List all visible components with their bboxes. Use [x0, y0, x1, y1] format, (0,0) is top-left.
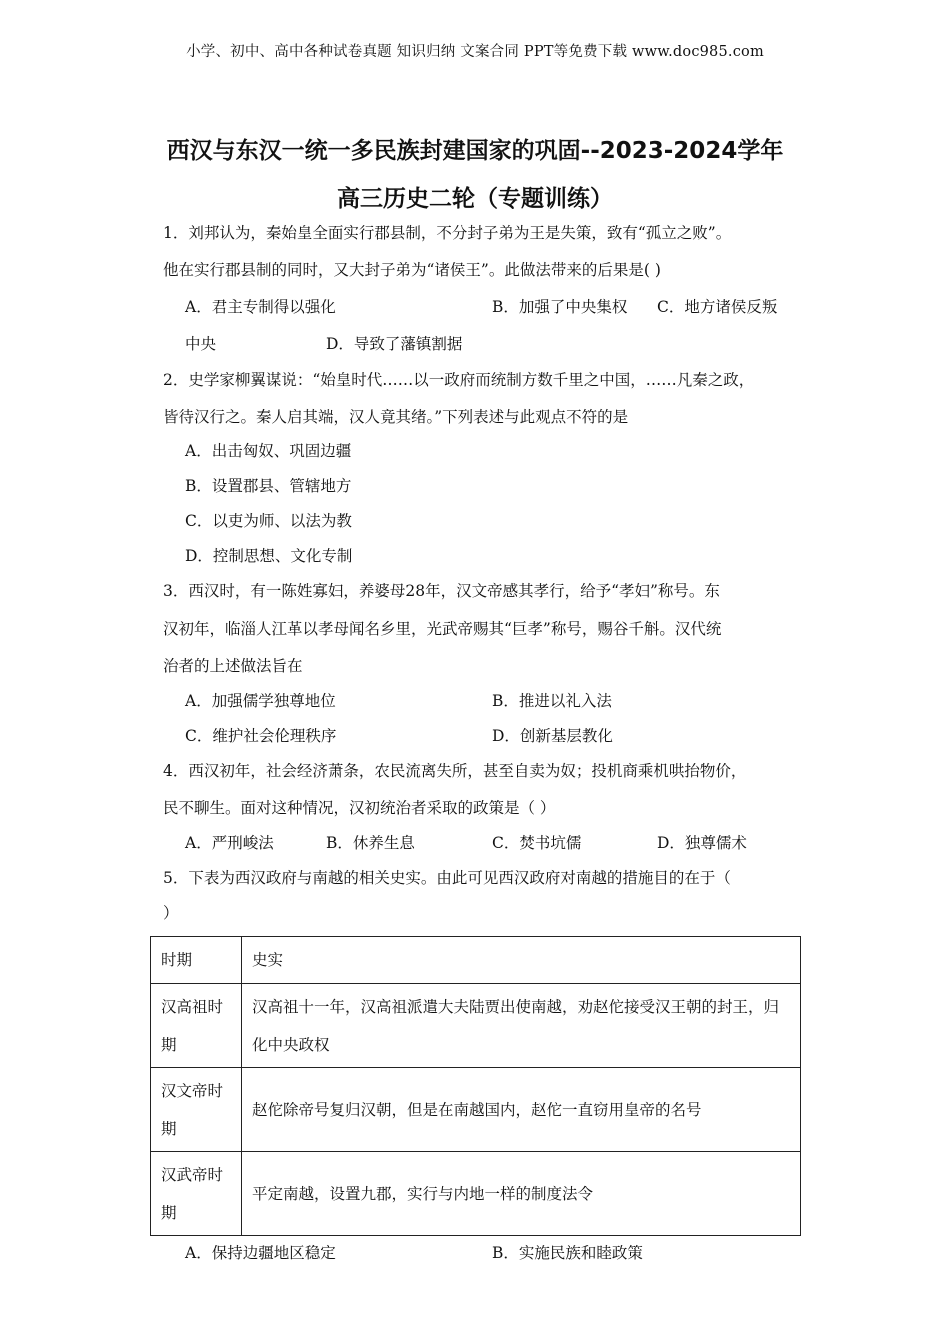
table-row — [151, 984, 801, 1068]
question-3-line-1: 3．西汉时，有一陈姓寡妇，养婆母28年，汉文帝感其孝行，给予“孝妇”称号。东 — [163, 582, 720, 600]
question-1-option-d: D．导致了藩镇割据 — [326, 335, 463, 353]
question-3-option-d: D．创新基层教化 — [492, 727, 613, 745]
question-2-line-1: 2．史学家柳翼谋说：“始皇时代……以一政府而统制方数千里之中国，……凡秦之政， — [163, 371, 755, 389]
question-1-line-2: 他在实行郡县制的同时，又大封子弟为“诸侯王”。此做法带来的后果是( ) — [163, 261, 661, 279]
question-3-option-a: A．加强儒学独尊地位 — [185, 692, 336, 710]
table-cell-text: 汉高祖十一年，汉高祖派遣大夫陆贾出使南越，劝赵佗接受汉王朝的封王，归化中央政权 — [252, 997, 780, 1054]
question-3-line-2: 汉初年，临淄人江革以孝母闻名乡里，光武帝赐其“巨孝”称号，赐谷千斛。汉代统 — [163, 620, 722, 638]
table-row — [151, 1152, 801, 1236]
question-5-option-a: A．保持边疆地区稳定 — [185, 1244, 336, 1262]
table-cell-period — [151, 1068, 242, 1152]
question-5-line-2: ） — [163, 904, 179, 922]
history-table — [150, 936, 801, 1236]
table-header-row — [151, 937, 801, 984]
question-4-option-c: C．焚书坑儒 — [492, 834, 582, 852]
question-2-option-a: A．出击匈奴、巩固边疆 — [185, 442, 352, 460]
table-cell-fact — [242, 984, 801, 1068]
question-2-option-d: D．控制思想、文化专制 — [185, 547, 353, 565]
table-row — [151, 1068, 801, 1152]
question-4-option-b: B．休养生息 — [326, 834, 415, 852]
title-line-1: 西汉与东汉一统一多民族封建国家的巩固--2023-2024学年 — [166, 138, 784, 164]
table-cell-text: 赵佗除帝号复归汉朝，但是在南越国内，赵佗一直窃用皇帝的名号 — [252, 1100, 702, 1119]
title-line-2: 高三历史二轮（专题训练） — [337, 186, 613, 212]
table-cell-text: 汉武帝时期 — [161, 1165, 224, 1222]
question-1-option-c-cont: 中央 — [185, 335, 217, 353]
table-cell-period — [151, 1152, 242, 1236]
table-cell-text: 汉高祖时期 — [161, 997, 224, 1054]
question-4-option-a: A．严刑峻法 — [185, 834, 274, 852]
question-2-option-b: B．设置郡县、管辖地方 — [185, 477, 352, 495]
question-5-line-1: 5．下表为西汉政府与南越的相关史实。由此可见西汉政府对南越的措施目的在于（ — [163, 869, 731, 887]
question-4-option-d: D．独尊儒术 — [657, 834, 747, 852]
question-2-line-2: 皆待汉行之。秦人启其端，汉人竟其绪。”下列表述与此观点不符的是 — [163, 408, 629, 426]
question-1-option-a: A．君主专制得以强化 — [185, 298, 336, 316]
question-4-line-1: 4．西汉初年，社会经济萧条，农民流离失所，甚至自卖为奴；投机商乘机哄抬物价， — [163, 762, 747, 780]
question-4-line-2: 民不聊生。面对这种情况，汉初统治者采取的政策是（ ） — [163, 799, 556, 817]
table-cell-period — [151, 984, 242, 1068]
question-1-option-c: C．地方诸侯反叛 — [657, 298, 778, 316]
table-header-cell: 时期 — [151, 937, 242, 984]
question-1-line-1: 1．刘邦认为，秦始皇全面实行郡县制，不分封子弟为王是失策，致有“孤立之败”。 — [163, 224, 732, 242]
question-3-option-b: B．推进以礼入法 — [492, 692, 612, 710]
table-cell-fact — [242, 1068, 801, 1152]
question-1-option-b: B．加强了中央集权 — [492, 298, 628, 316]
table-cell-fact — [242, 1152, 801, 1236]
question-2-option-c: C．以吏为师、以法为教 — [185, 512, 352, 530]
page-header: 小学、初中、高中各种试卷真题 知识归纳 文案合同 PPT等免费下载 www.doc985.com — [186, 44, 764, 60]
table-header-cell: 史实 — [242, 937, 801, 984]
table-cell-text: 平定南越，设置九郡，实行与内地一样的制度法令 — [252, 1184, 594, 1203]
question-3-option-c: C．维护社会伦理秩序 — [185, 727, 337, 745]
question-5-option-b: B．实施民族和睦政策 — [492, 1244, 643, 1262]
table-cell-text: 汉文帝时期 — [161, 1081, 224, 1138]
question-3-line-3: 治者的上述做法旨在 — [163, 657, 303, 675]
